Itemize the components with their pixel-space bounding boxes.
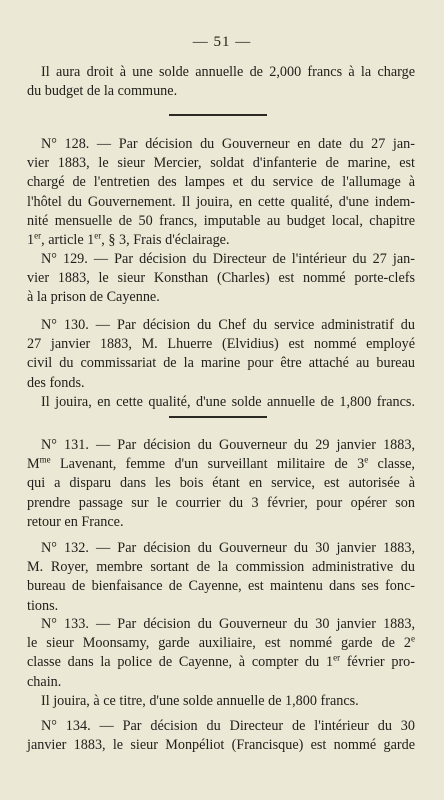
section-separator xyxy=(169,114,267,116)
section-separator xyxy=(169,416,267,418)
text-line: civil du commissariat de la marine pour être attaché au bureau xyxy=(27,355,415,372)
entry-132 xyxy=(27,539,415,616)
entry-130 xyxy=(27,316,415,412)
text-line: N° 129. — Par décision du Directeur de l'intérieur du 27 jan- xyxy=(41,251,415,267)
text-line: prendre passage sur le courrier du 3 février, pour opérer son xyxy=(27,494,415,511)
text-line: Il jouira, en cette qualité, d'une solde annuelle de 1,800 francs. xyxy=(41,393,415,410)
text-line: Il aura droit à une solde annuelle de 2,000 francs à la charge xyxy=(41,64,415,80)
text-line: le sieur Moonsamy, garde auxiliaire, est nommé garde de 2e xyxy=(27,633,415,652)
text-line: 1er, article 1er, § 3, Frais d'éclairage. xyxy=(27,230,230,248)
page-number: — 51 — xyxy=(192,34,252,50)
text-line: bureau de bienfaisance de Cayenne, est maintenu dans ses fonc- xyxy=(27,578,415,595)
entry-134 xyxy=(27,717,415,755)
text-line: à la prison de Cayenne. xyxy=(27,289,160,306)
text-line: N° 130. — Par décision du Chef du service administratif du xyxy=(41,317,415,333)
text-line: vier 1883, le sieur Mercier, soldat d'infanterie de marine, est xyxy=(27,155,415,172)
text-line: janvier 1883, le sieur Monpéliot (Francisque) est nommé garde xyxy=(27,737,415,754)
text-line: M. Royer, membre sortant de la commission administrative du xyxy=(27,559,415,576)
text-line: N° 128. — Par décision du Gouverneur en date du 27 jan- xyxy=(41,136,415,152)
entry-129 xyxy=(27,250,415,308)
text-line: vier 1883, le sieur Konsthan (Charles) est nommé porte-clefs xyxy=(27,270,415,287)
text-line: des fonds. xyxy=(27,374,85,391)
text-line: nité mensuelle de 50 francs, imputable au budget local, chapitre xyxy=(27,212,415,229)
text-line: chain. xyxy=(27,673,62,690)
text-line: 27 janvier 1883, M. Lhuerre (Elvidius) est nommé employé xyxy=(27,336,415,353)
text-line: N° 132. — Par décision du Gouverneur du 30 janvier 1883, xyxy=(41,540,415,556)
text-line: $M^{me}$ Lavenant, femme d'un surveillant militaire de 3e classe, xyxy=(27,454,415,473)
text-line: N° 133. — Par décision du Gouverneur du 30 janvier 1883, xyxy=(41,616,415,632)
intro-paragraph xyxy=(27,63,415,101)
text-line: l'hôtel du Gouvernement. Il jouira, en cette qualité, d'une indem- xyxy=(27,193,415,210)
text-line: N° 131. — Par décision du Gouverneur du 29 janvier 1883, xyxy=(41,437,415,453)
text-line: tions. xyxy=(27,597,59,614)
text-line: du budget de la commune. xyxy=(27,83,178,100)
text-line: retour en France. xyxy=(27,513,124,530)
entry-131 xyxy=(27,436,415,532)
entry-128 xyxy=(27,135,415,250)
text-line: classe dans la police de Cayenne, à compter du 1er février pro- xyxy=(27,652,415,671)
entry-133 xyxy=(27,615,415,711)
text-line: chargé de l'entretien des lampes et du service de l'allumage à xyxy=(27,174,415,191)
text-line: N° 134. — Par décision du Directeur de l'intérieur du 30 xyxy=(41,718,415,734)
text-line: qui a disparu dans les bois étant en service, est autorisée à xyxy=(27,475,415,492)
text-line: Il jouira, à ce titre, d'une solde annuelle de 1,800 francs. xyxy=(41,692,359,709)
